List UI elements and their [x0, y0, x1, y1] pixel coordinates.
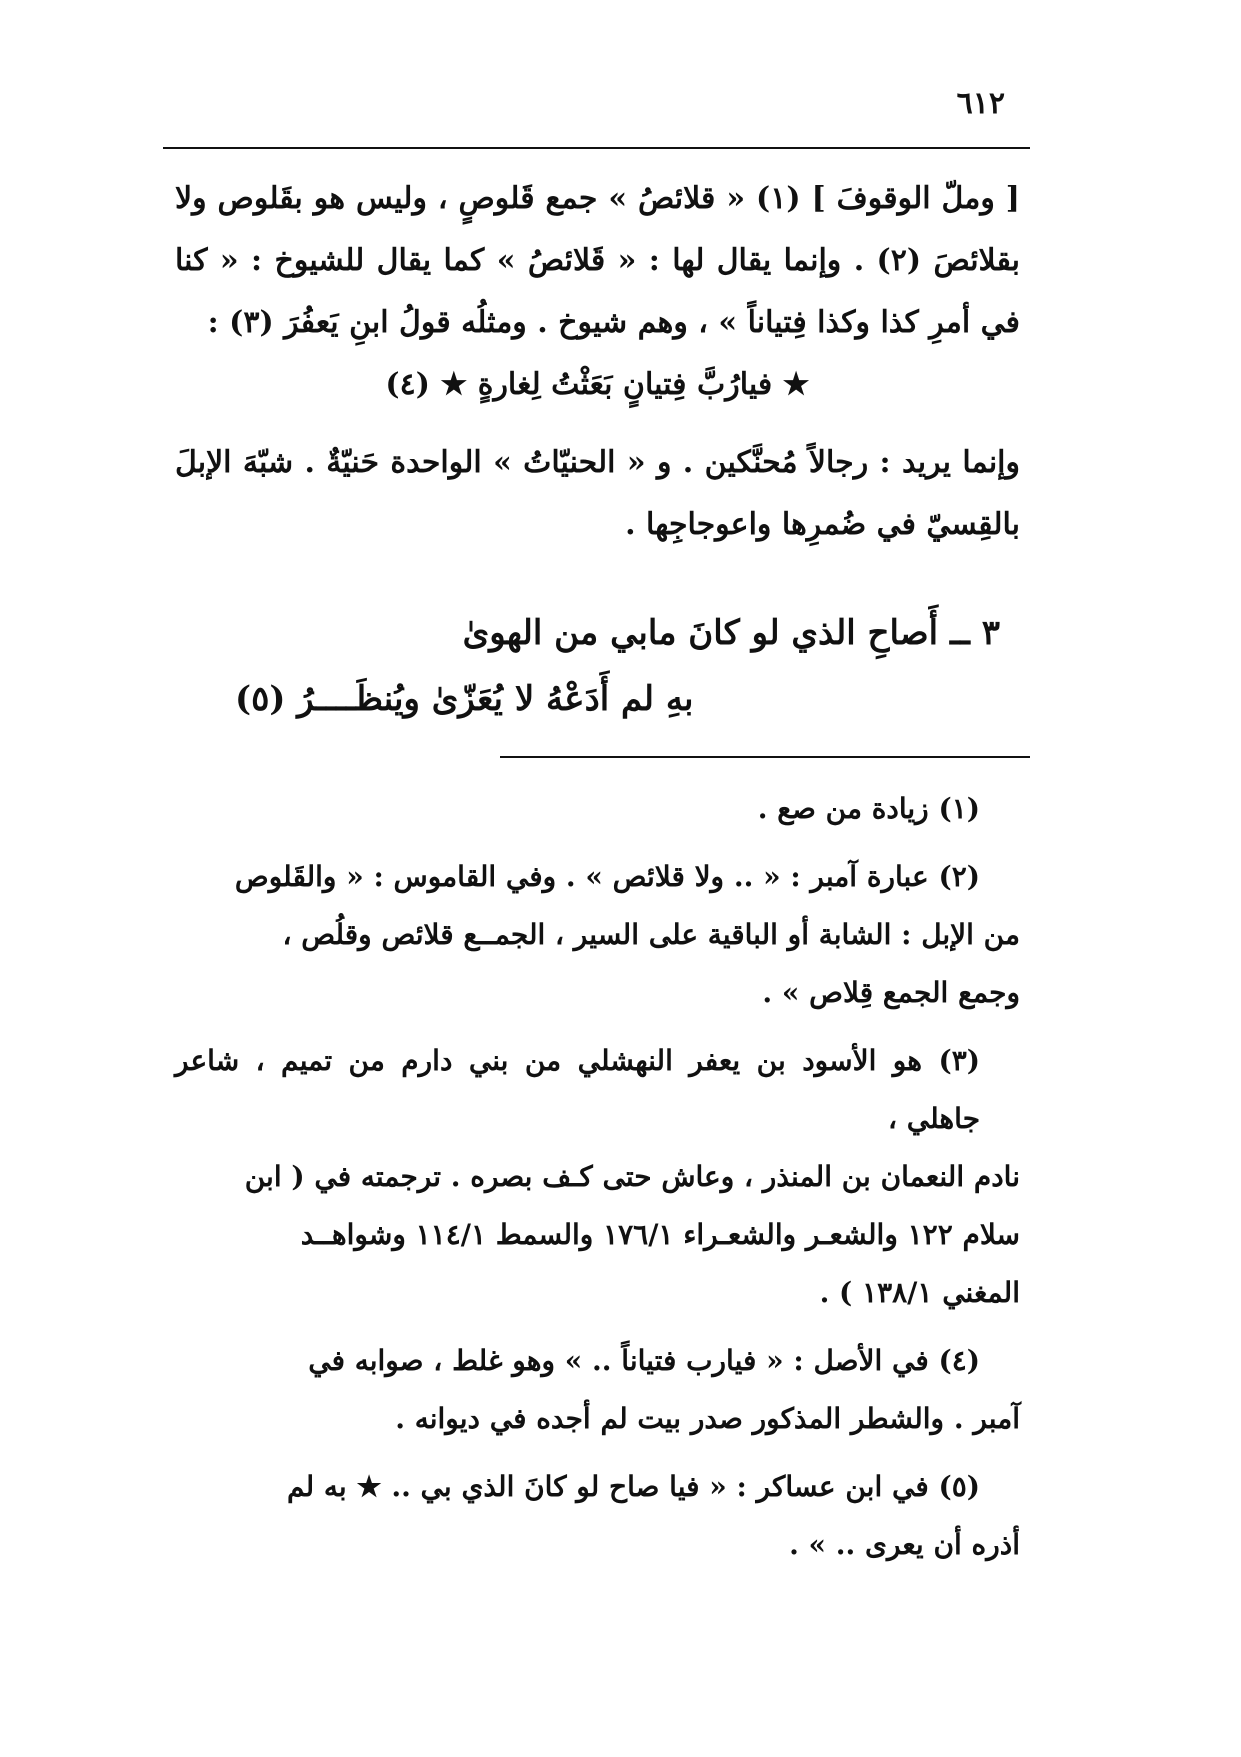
footnote-line: (١) زيادة من صع . [757, 792, 980, 825]
footnote-line: نادم النعمان بن المنذر ، وعاش حتى كـف بصره . ترجمته في ( ابن [244, 1160, 1020, 1193]
footnote-3 [175, 1032, 1020, 1322]
footnote-4 [175, 1332, 1020, 1448]
footnote-separator [500, 756, 1030, 758]
footnote-line: (٤) في الأصل : « فيارب فتياناً .. » وهو غلط ، صوابه في [308, 1344, 980, 1377]
footnote-line: وجمع الجمع قِلاص » . [762, 976, 1020, 1009]
page-number: ٦١٢ [956, 86, 1005, 121]
body-paragraph-1: [ وملّ الوقوفَ ] (١) « قلائصُ » جمع قَلوصٍ ، وليس هو بقَلوص ولا بقلائصَ (٢) . وإنما يقال لها : « قَلائصُ » كما يقال للشيوخ : « كنا في أمرِ كذا وكذا فِتياناً » ، وهم شيوخ . ومثلُه قولُ ابنِ يَعفُرَ (٣) : [175, 181, 1020, 340]
footnote-line: (٢) عبارة آمبر : « .. ولا قلائص » . وفي القاموس : « والقَلوص [234, 860, 980, 893]
main-text [175, 168, 1020, 556]
poem-hemistich-1: ٣ ــ أَصاحِ الذي لو كانَ مابي من الهوىٰ [462, 613, 1000, 653]
footnote-line: سلام ١٢٢ والشعـر والشعـراء ١٧٦/١ والسمط ١١٤/١ وشواهــد [300, 1218, 1020, 1251]
footnote-2 [175, 848, 1020, 1022]
body-paragraph-2: وإنما يريد : رجالاً مُحنَّكين . و « الحنيّاتُ » الواحدة حَنيّةٌ . شبّهَ الإبلَ بالقِسيّ في ضُمرِها واعوجاجِها . [175, 445, 1020, 542]
footnote-line: آمبر . والشطر المذكور صدر بيت لم أجده في ديوانه . [395, 1402, 1020, 1435]
footnote-line: (٥) في ابن عساكر : « فيا صاح لو كانَ الذي بي .. ★ به لم [287, 1470, 980, 1503]
footnotes [175, 780, 1020, 1584]
poem-verse-3 [175, 600, 1020, 732]
header-rule [163, 147, 1030, 149]
poem-hemistich-2: بهِ لم أَدَعْهُ لا يُعَزّىٰ ويُنظَــــرُ (٥) [235, 679, 694, 719]
footnote-5 [175, 1458, 1020, 1574]
footnote-1 [175, 780, 1020, 838]
footnote-line: من الإبل : الشابة أو الباقية على السير ، الجمــع قلائص وقلُص ، [282, 918, 1020, 951]
footnote-line: أذره أن يعرى .. » . [789, 1528, 1020, 1561]
footnote-line: (٣) هو الأسود بن يعفر النهشلي من بني دارم من تميم ، شاعر جاهلي ، [175, 1044, 980, 1135]
verse-quote: ★ فيارُبَّ فِتيانٍ بَعَثْتُ لِغارةٍ ★ (٤) [385, 367, 810, 402]
footnote-line: المغني ١٣٨/١ ) . [819, 1276, 1020, 1309]
